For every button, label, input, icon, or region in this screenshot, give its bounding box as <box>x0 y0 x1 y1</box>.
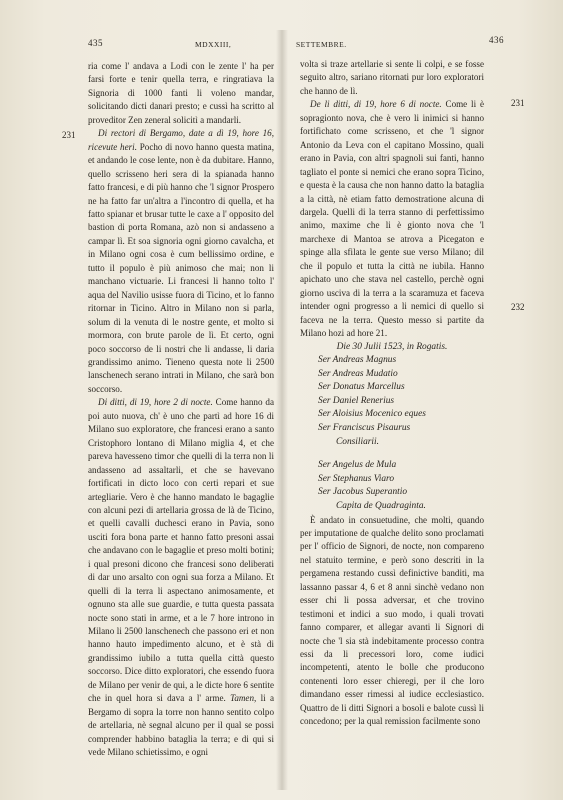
margin-number-right-2: 232 <box>511 302 525 312</box>
right-paragraph-2 <box>300 98 484 340</box>
running-head <box>0 35 563 52</box>
right-paragraph-3: È andato in consuetudine, che molti, quando per imputatione de qualche delito sono proclamati per l' officio de Signori, de nocte, non compareno nel statuito termine, e però sono descriti in la pergamena restando cussì definictive banditi, ma lassanno passar 4, 6 et 8 anni sinchè vedano non esser chi li possa adversar, et che trovino testimoni et indici a suo modo, i quali trovati fanno comparer, et allegar avanti li Signori di nocte che 'l sia stà indebitamente processo contra essi da li precessori loro, come iudici incompetenti, atento le bolle che producono contenenti loro esser chieregi, per il che loro dimandano esser rimessi al iudice ecclesiastico. Quattro de li ditti Signori a bosoli e balote cussì li concedono; per la qual remission facilmente sono <box>300 514 484 727</box>
right-column <box>300 58 484 729</box>
right-paragraph-1: volta si traze artellarie si sente li colpi, e se fosse seguito altro, sariano ritornati pur loro exploratori che hanno de lì. <box>300 59 484 96</box>
name-entry: Ser Jacobus Superantio <box>318 487 408 498</box>
group-title-consiliarii: Consiliarii. <box>336 436 379 447</box>
left-paragraph-3-end: li a Bergamo di sopra la torre non hanno sentito colpo de artellaria, nè segnal alcuno per il qual se possi comprender habbino bataglia la terra; e di qui si vede Milano schietissimo, e ogni <box>88 693 274 758</box>
left-paragraph-3 <box>88 396 274 759</box>
left-paragraph-2-heading: Di rectori di Bergamo, date a dì 19, hore 16, ricevute heri. <box>88 128 274 152</box>
name-entry: Ser Andreas Mudatio <box>318 368 398 379</box>
name-entry: Ser Angelus de Mula <box>318 460 397 471</box>
margin-number-right: 231 <box>511 98 525 108</box>
left-paragraph-3-body: Come hanno da poi auto nuova, ch' è uno che partì ad hore 16 di Milano suo exploratore, che francesi erano a santo Cristophoro lontano di Milano miglia 4, et che pareva havesseno timor che quelli di la terra non li andasseno ad assaltarli, et che se havevano fortificati in dicto loco con certi repari et sue artegliarie. Vero è che hanno mandato le bagaglie con alcuni pezi di artellaria grossa de là de Ticino, et quelli cavalli duchesci erano in Pavia, sono usciti fora bona parte et hanno fatto presoni assai che andavano con le bagaglie et preso molti botini; i qual presoni dicono che francesi sono deliberati di dar uno arsalto con ogni sua forza a Milano. Et quelli di la terra li aspectano animosamente, et ognuno sta alle sue guardie, e tutta questa passata nocte sono stati in arme, et a le 7 hore introno in Milano li 2500 lanschenech che passono eri et non hanno hauto impedimento alcuno, et è stà di grandissimo iubilo a tutta quella città questo soccorso. Dice ditto exploratori, che essendo fuora de Milano per venir de qui, a le dicte hore 6 sentite che in quel hora si dava a l' arme. <box>88 397 275 704</box>
spacer <box>318 449 484 459</box>
group-title-capita: Capita de Quadraginta. <box>336 500 426 511</box>
name-entry: Ser Aloisius Mocenico eques <box>318 409 426 420</box>
page-number-right: 436 <box>489 35 504 45</box>
name-entry: Ser Franciscus Pisaurus <box>318 422 411 433</box>
left-paragraph-2 <box>88 127 274 396</box>
book-spine-shadow <box>276 30 288 790</box>
left-paragraph-3-heading: Di ditti, di 19, hore 2 di nocte. <box>98 397 213 408</box>
left-paragraph-2-body: Pocho di novo hanno questa matina, et andando le cose lente, non è da dubitare. Hanno, quello scrisseno heri sera di la spianada hanno fatto francesi, e di più hanno che 'l signor Prospero ne ha fatto far un'altra a l'incontro di quella, et ha fatto spianar et brusar tutte le caxe a l' opposito del bastion di porta Romana, azò non si andasseno a campar lì. Et soa signoria ogni giorno cavalcha, et in Milano ogni cosa è cum bellissimo ordine, e tutto il populo è più animoso che mai; non li manchano victuarie. Li francesi li hanno tolto l' aqua del Navilio usisse fuora di Ticino, et lo fanno ritornar in Ticino. Altro in Milano non si parla, solum di la venuta di le nostre gente, et molto si mormora, con brute parole de lì. Et certo, ogni poco soccorso de li nostri che li andasse, li daria grandissimo animo. Tieneno questa note li 2500 lanschenech serano intrati in Milano, che sarà bon soccorso. <box>88 141 274 394</box>
margin-number-left: 231 <box>62 130 76 140</box>
name-entry: Ser Andreas Magnus <box>318 354 397 365</box>
right-paragraph-2-body: Come li è sopragionto nova, che è vero li inimici si hanno fortifichato come scrisseno, et che 'l signor Antonio da Leva con el capitano Mossino, quali erano in Pavia, con altri spagnoli sui fanti, hanno tagliato el ponte si nemici che erano sopra Ticino, e questa è la causa che non hanno datto la bataglia a la città, nè etiam fatto demostratione alcuna di dargela. Quelli di la terra stanno di perfettissimo animo, maxime che li è gionto nova che 'l marchexe di Mantoa se atrova a Picegaton e spinge alla sfilata le gente sue verso Milano; dil che il populo et tutta la città ne iubila. Hanno apichato uno che stava nel castello, perchè ogni giorno usciva di la terra a la scaramuza et faceva intender ogni progresso a li nemici di quello si faceva ne la terra. Questo messo si partite da Milano hozi ad hore 21. <box>300 99 484 339</box>
running-head-month: SETTEMBRE. <box>296 40 347 49</box>
page-number-left: 435 <box>88 38 103 48</box>
name-entry: Ser Daniel Renerius <box>318 395 395 406</box>
date-line: Die 30 Julii 1523, in Rogatis. <box>336 341 448 352</box>
running-head-year: MDXXIII, <box>195 40 232 49</box>
left-column <box>88 60 274 760</box>
left-paragraph-3-tamen: Tamen, <box>230 693 257 704</box>
names-list <box>318 354 484 514</box>
name-entry: Ser Stephanus Viaro <box>318 473 395 484</box>
left-paragraph-1: ria come l' andava a Lodi con le zente l' ha per farsi forte e tenir quella terra, e ringratiava la Signoria di 1000 fanti li voleno mandar, solicitando dicti danari presto; e cussì ha scritto al proveditor Zen zeneral solicitì a mandarli. <box>88 61 274 125</box>
name-entry: Ser Donatus Marcellus <box>318 382 405 393</box>
right-paragraph-2-heading: De li ditti, di 19, hore 6 di nocte. <box>310 99 442 110</box>
